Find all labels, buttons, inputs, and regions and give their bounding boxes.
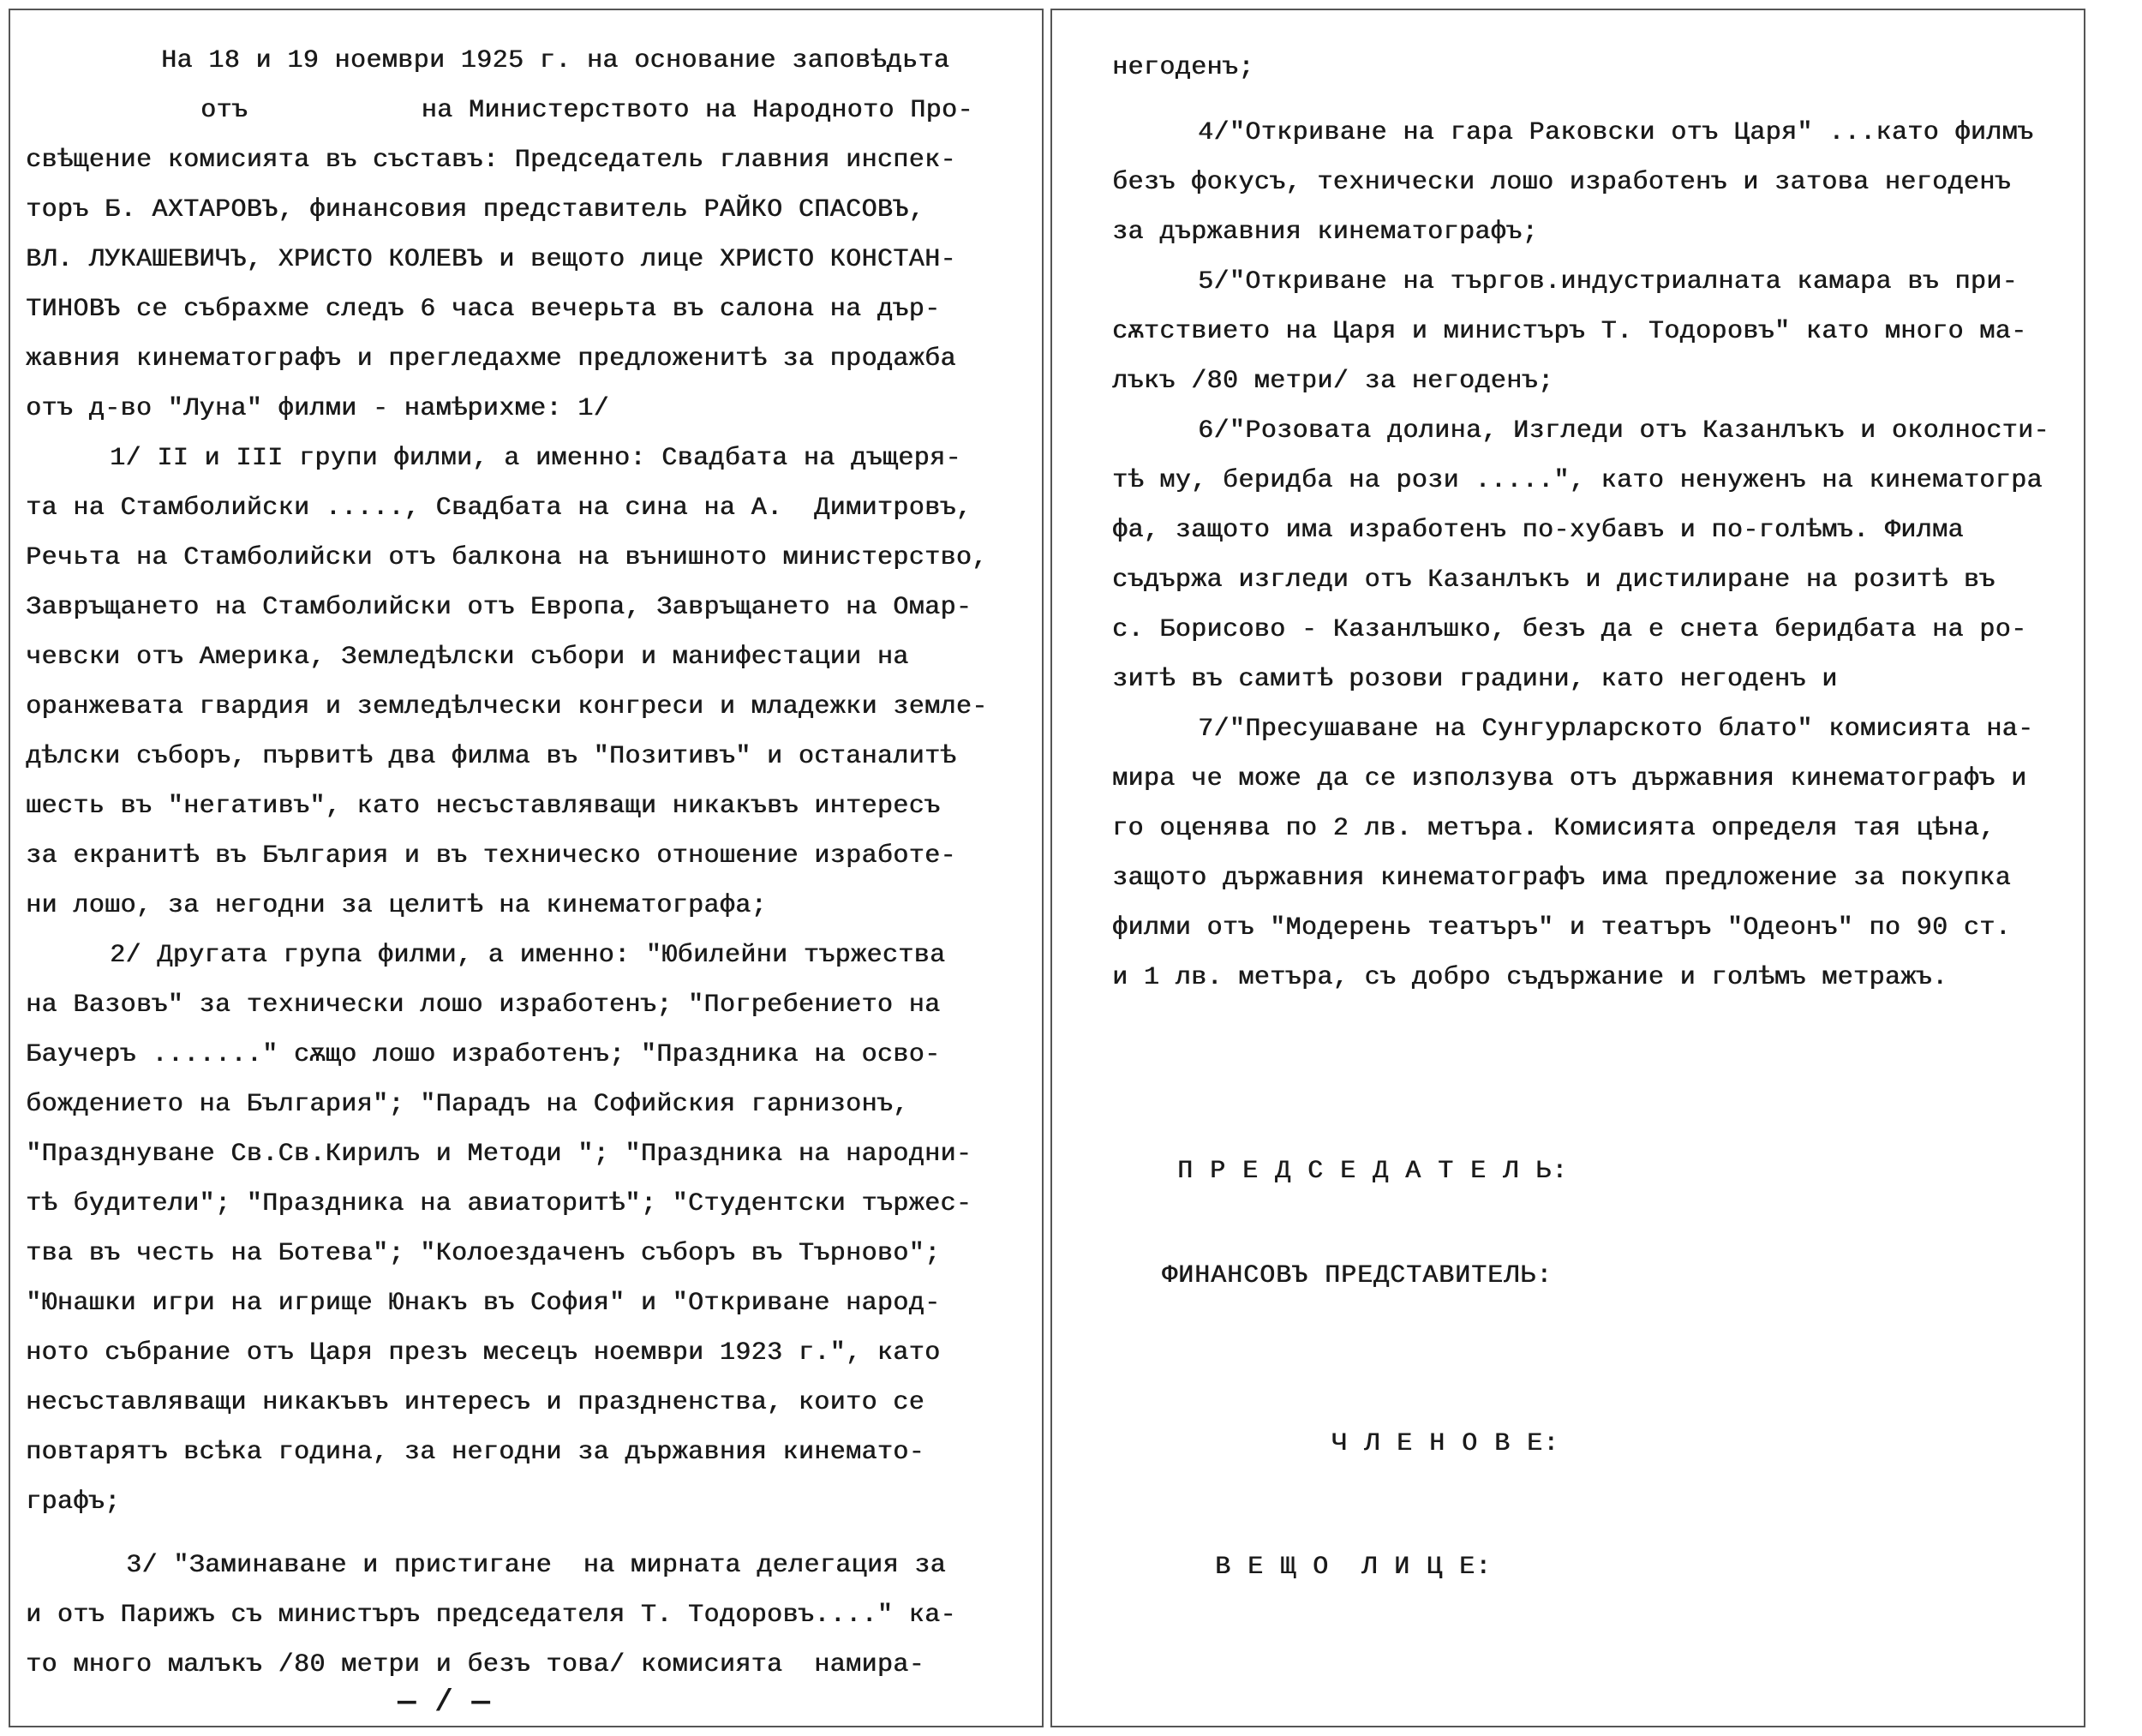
text-line: за екранитѣ въ България и въ техническо отношение изработе- bbox=[26, 841, 956, 871]
text-line: тва въ честь на Ботева"; "Колоездаченъ съборъ въ Търново"; bbox=[26, 1239, 941, 1268]
text-line: 4/"Откриване на гара Раковски отъ Царя" ...като филмъ bbox=[1198, 118, 2034, 147]
text-line: и отъ Парижъ съ министъръ председателя Т. Тодоровъ...." ка- bbox=[26, 1601, 956, 1630]
text-line: го оценява по 2 лв. метъра. Комисията определя тая цѣна, bbox=[1112, 814, 1995, 843]
signature-members: Ч Л Е Н О В Е: bbox=[1331, 1429, 1560, 1458]
text-line: лъкъ /80 метри/ за негоденъ; bbox=[1112, 367, 1554, 396]
document-page-right bbox=[1050, 9, 2085, 1727]
text-line: чевски отъ Америка, Земледѣлски събори и манифестации на bbox=[26, 643, 909, 672]
document-page-left bbox=[9, 9, 1044, 1727]
text-line: фа, защото има изработенъ по-хубавъ и по-голѣмъ. Филма bbox=[1112, 516, 1964, 545]
page-number: — / — bbox=[398, 1685, 491, 1720]
text-line: дѣлски съборъ, първитѣ два филма въ "Позитивъ" и останалитѣ bbox=[26, 742, 956, 771]
text-line: та на Стамболийски ....., Свадбата на сина на А. Димитровъ, bbox=[26, 494, 972, 523]
text-line: На 18 и 19 ноември 1925 г. на основание заповѣдьта bbox=[161, 46, 950, 75]
text-line: "Юнашки игри на игрище Юнакъ въ София" и "Откриване народ- bbox=[26, 1289, 941, 1318]
text-line: 6/"Розовата долина, Изгледи отъ Казанлъкъ и околности- bbox=[1198, 416, 2049, 446]
text-line: Баучеръ ......." сѫщо лошо изработенъ; "Праздника на осво- bbox=[26, 1040, 941, 1069]
text-line: съдържа изгледи отъ Казанлъкъ и дистилиране на розитѣ въ bbox=[1112, 566, 1995, 595]
text-line: филми отъ "Модерень театъръ" и театъръ "Одеонъ" по 90 ст. bbox=[1112, 913, 2011, 943]
text-line: ВЛ. ЛУКАШЕВИЧЪ, ХРИСТО КОЛЕВЪ и вещото лице ХРИСТО КОНСТАН- bbox=[26, 245, 956, 274]
text-line: то много малъкъ /80 метри и безъ това/ комисията намира- bbox=[26, 1650, 924, 1679]
text-line: тѣ будители"; "Праздника на авиаторитѣ"; "Студентски тържес- bbox=[26, 1189, 972, 1218]
text-line: свѣщение комисията въ съставъ: Председатель главния инспек- bbox=[26, 146, 956, 175]
text-line: "Празднуване Св.Св.Кирилъ и Методи "; "Праздника на народни- bbox=[26, 1140, 972, 1169]
signature-expert: В Е Щ О Л И Ц Е: bbox=[1215, 1553, 1493, 1582]
text-line: ТИНОВЪ се събрахме следъ 6 часа вечерьта въ салона на дър- bbox=[26, 295, 941, 324]
text-line: безъ фокусъ, технически лошо изработенъ и затова негоденъ bbox=[1112, 168, 2011, 197]
text-line: 2/ Другата група филми, а именно: "Юбилейни тържества bbox=[110, 941, 946, 970]
text-line: повтарятъ всѣка година, за негодни за държавния кинемато- bbox=[26, 1438, 924, 1467]
text-line: тѣ му, беридба на рози .....", като ненуженъ на кинематогра bbox=[1112, 466, 2043, 495]
text-line: несъставляващи никакъвъ интересъ и праздненства, които се bbox=[26, 1388, 924, 1417]
text-line: 1/ II и III групи филми, а именно: Свадбата на дъщеря- bbox=[110, 444, 961, 473]
text-line: 3/ "Заминаване и пристигане на мирната делегация за bbox=[126, 1551, 946, 1580]
text-line: на Вазовъ" за технически лошо изработенъ; "Погребението на bbox=[26, 991, 941, 1020]
text-line: графъ; bbox=[26, 1488, 121, 1517]
text-line: оранжевата гвардия и земледѣлчески конгреси и младежки земле- bbox=[26, 692, 988, 721]
text-line: бождението на България"; "Парадъ на Софийския гарнизонъ, bbox=[26, 1090, 909, 1119]
text-line: зитѣ въ самитѣ розови градини, като негоденъ и bbox=[1112, 665, 1838, 694]
text-line: ни лошо, за негодни за целитѣ на кинематографа; bbox=[26, 891, 767, 920]
text-line: с. Борисово - Казанлъшко, безъ да е снета беридбата на ро- bbox=[1112, 615, 2027, 644]
text-line: ното събрание отъ Царя презъ месецъ ноември 1923 г.", като bbox=[26, 1338, 941, 1368]
text-line: 7/"Пресушаване на Сунгурларското блато" комисията на- bbox=[1198, 715, 2034, 744]
text-line: отъ на Министерството на Народното Про- bbox=[200, 96, 973, 125]
text-line: жавния кинематографъ и прегледахме предложенитѣ за продажба bbox=[26, 344, 956, 374]
text-line: защото държавния кинематографъ има предложение за покупка bbox=[1112, 864, 2011, 893]
signature-financial-rep: ФИНАНСОВЪ ПРЕДСТАВИТЕЛЬ: bbox=[1162, 1261, 1553, 1290]
text-line: и 1 лв. метъра, съ добро съдържание и голѣмъ метражъ. bbox=[1112, 963, 1948, 992]
text-line: 5/"Откриване на търгов.индустриалната камара въ при- bbox=[1198, 267, 2018, 296]
text-line: сѫтствието на Царя и министъръ Т. Тодоровъ" като много ма- bbox=[1112, 317, 2027, 346]
text-line: негоденъ; bbox=[1112, 53, 1254, 82]
text-line: мира че може да се използува отъ държавния кинематографъ и bbox=[1112, 764, 2027, 793]
text-line: шесть въ "негативъ", като несъставляващи никакъвъ интересъ bbox=[26, 792, 941, 821]
text-line: отъ д-во "Луна" филми - намѣрихме: 1/ bbox=[26, 394, 609, 423]
text-line: Речьта на Стамболийски отъ балкона на вънишното министерство, bbox=[26, 543, 988, 572]
signature-chairman: П Р Е Д С Е Д А Т Е Л Ь: bbox=[1177, 1157, 1569, 1186]
text-line: за държавния кинематографъ; bbox=[1112, 218, 1538, 247]
text-line: торъ Б. АХТАРОВЪ, финансовия представитель РАЙКО СПАСОВЪ, bbox=[26, 195, 924, 224]
text-line: Завръщането на Стамболийски отъ Европа, Завръщането на Омар- bbox=[26, 593, 972, 622]
